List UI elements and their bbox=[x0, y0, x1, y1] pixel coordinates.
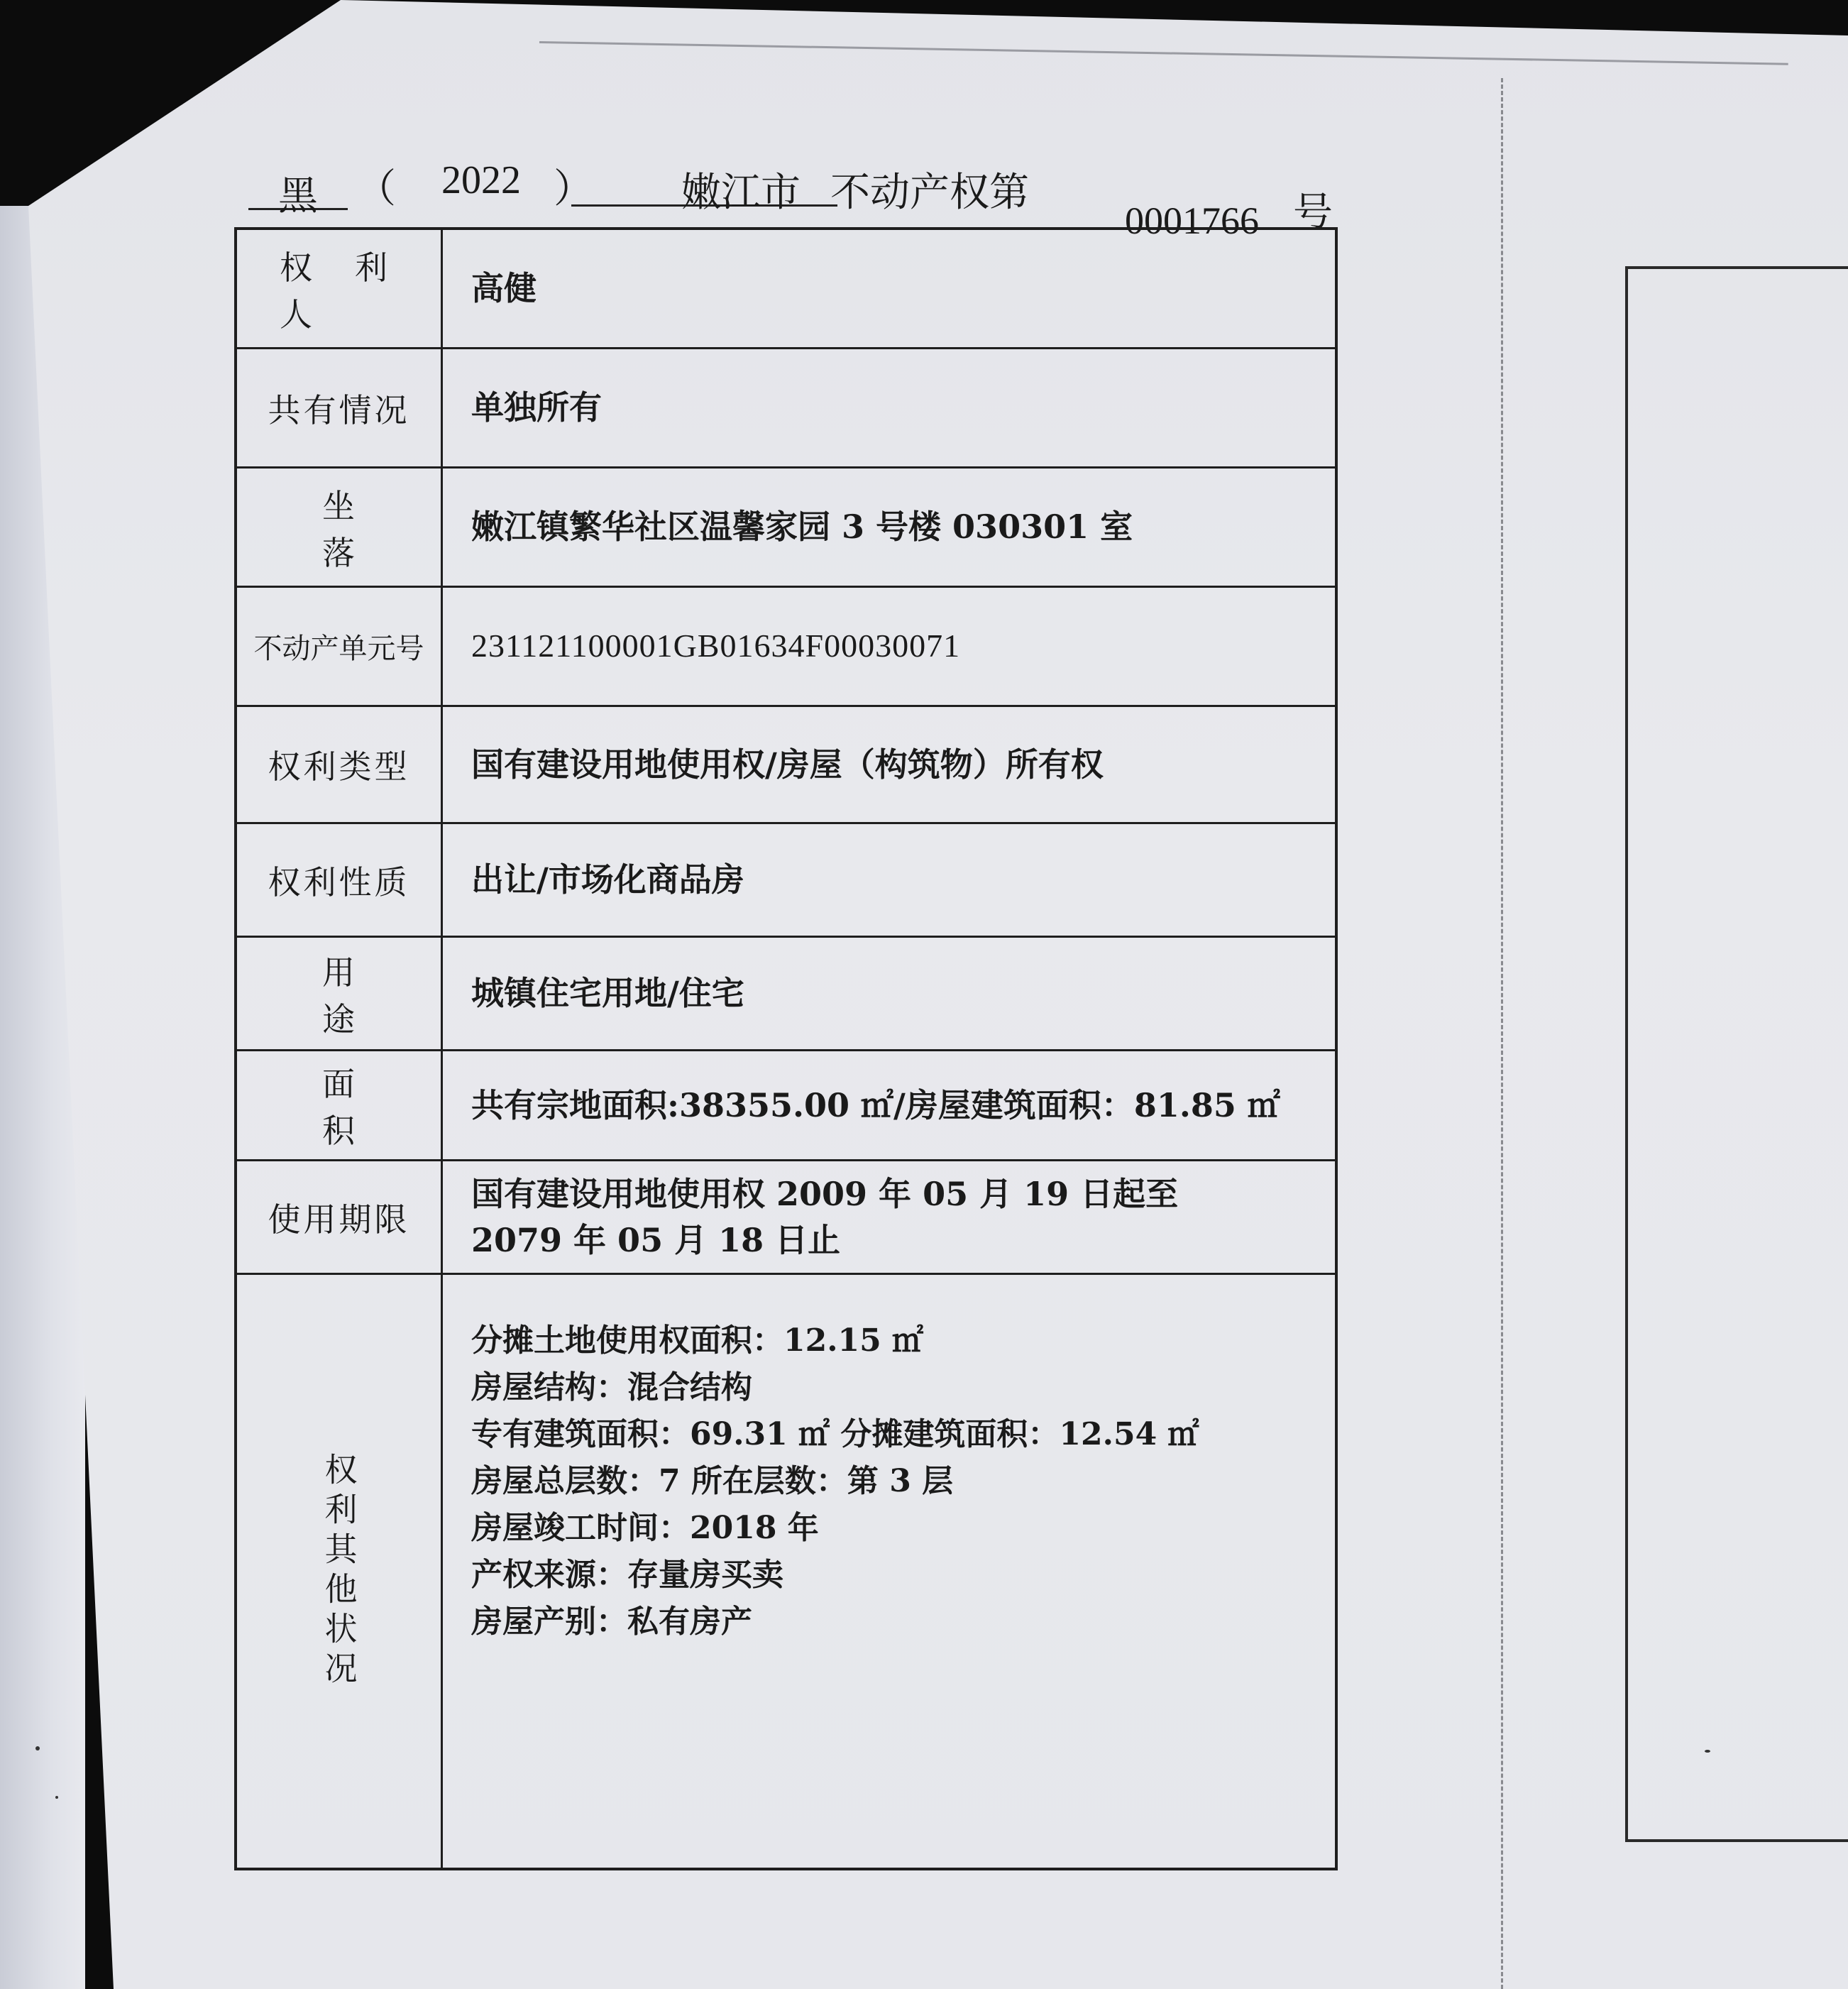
other-line-completion-year: 房屋竣工时间：2018 年 bbox=[471, 1510, 819, 1546]
open-paren: （ bbox=[356, 166, 396, 212]
scan-speck bbox=[55, 1796, 58, 1799]
other-line-shared-land-area: 分摊土地使用权面积：12.15 ㎡ bbox=[471, 1322, 924, 1359]
fold-line bbox=[1501, 78, 1503, 1989]
right-panel-frame bbox=[1625, 266, 1848, 1842]
row-label-right-type: 权利类型 bbox=[237, 707, 443, 822]
row-label-area: 面积 bbox=[237, 1051, 443, 1159]
certificate-header bbox=[241, 153, 1348, 242]
row-value-right-type: 国有建设用地使用权/房屋（构筑物）所有权 bbox=[471, 745, 1104, 784]
table-row bbox=[237, 230, 1335, 347]
close-paren: ） bbox=[554, 166, 593, 212]
row-value-right-nature: 出让/市场化商品房 bbox=[471, 860, 744, 899]
row-label-term: 使用期限 bbox=[237, 1161, 443, 1273]
row-label-other bbox=[237, 1275, 443, 1868]
row-value-term: 国有建设用地使用权 2009 年 05 月 19 日起至 2079 年 05 月 18 日止 bbox=[471, 1175, 1179, 1259]
other-label-text: 权利其他状况 bbox=[319, 1452, 358, 1691]
row-label-co-ownership: 共有情况 bbox=[237, 349, 443, 466]
other-line-building-areas: 专有建筑面积：69.31 ㎡ 分摊建筑面积：12.54 ㎡ bbox=[471, 1416, 1199, 1452]
other-line-floors: 房屋总层数：7 所在层数：第 3 层 bbox=[471, 1463, 954, 1499]
row-label-unit-number: 不动产单元号 bbox=[237, 588, 443, 705]
table-row bbox=[237, 822, 1335, 936]
other-line-category: 房屋产别：私有房产 bbox=[471, 1604, 752, 1640]
other-line-source: 产权来源：存量房买卖 bbox=[471, 1557, 783, 1593]
table-row bbox=[237, 466, 1335, 586]
row-value-unit-number: 231121100001GB01634F00030071 bbox=[471, 628, 961, 664]
row-value-usage: 城镇住宅用地/住宅 bbox=[471, 974, 744, 1013]
property-table bbox=[234, 227, 1338, 1870]
table-row bbox=[237, 705, 1335, 822]
number-suffix: 号 bbox=[1293, 190, 1333, 236]
top-rule bbox=[539, 41, 1788, 65]
other-details-list bbox=[471, 1317, 1321, 1645]
table-row bbox=[237, 1159, 1335, 1273]
province-abbr: 黑 bbox=[278, 173, 318, 219]
certificate-year: 2022 bbox=[441, 158, 521, 202]
table-row bbox=[237, 586, 1335, 705]
row-value-co-ownership: 单独所有 bbox=[471, 388, 602, 427]
row-value-area: 共有宗地面积:38355.00 ㎡/房屋建筑面积：81.85 ㎡ bbox=[471, 1085, 1280, 1124]
row-value-owner: 高健 bbox=[471, 269, 537, 308]
table-row bbox=[237, 936, 1335, 1049]
certificate-number: 0001766 bbox=[1125, 199, 1259, 242]
row-label-right-nature: 权利性质 bbox=[237, 824, 443, 936]
row-label-location: 坐落 bbox=[237, 469, 443, 586]
table-row bbox=[237, 347, 1335, 466]
row-value-location: 嫩江镇繁华社区温馨家园 3 号楼 030301 室 bbox=[471, 508, 1133, 547]
certificate-label: 不动产权第 bbox=[830, 170, 1029, 216]
city-name: 嫩江市 bbox=[681, 170, 801, 216]
row-label-usage: 用途 bbox=[237, 938, 443, 1049]
table-row bbox=[237, 1273, 1335, 1868]
table-row bbox=[237, 1049, 1335, 1159]
scan-speck bbox=[35, 1746, 40, 1750]
scan-speck bbox=[1705, 1750, 1710, 1753]
row-label-owner: 权利人 bbox=[237, 230, 443, 347]
other-line-structure: 房屋结构：混合结构 bbox=[471, 1369, 752, 1406]
